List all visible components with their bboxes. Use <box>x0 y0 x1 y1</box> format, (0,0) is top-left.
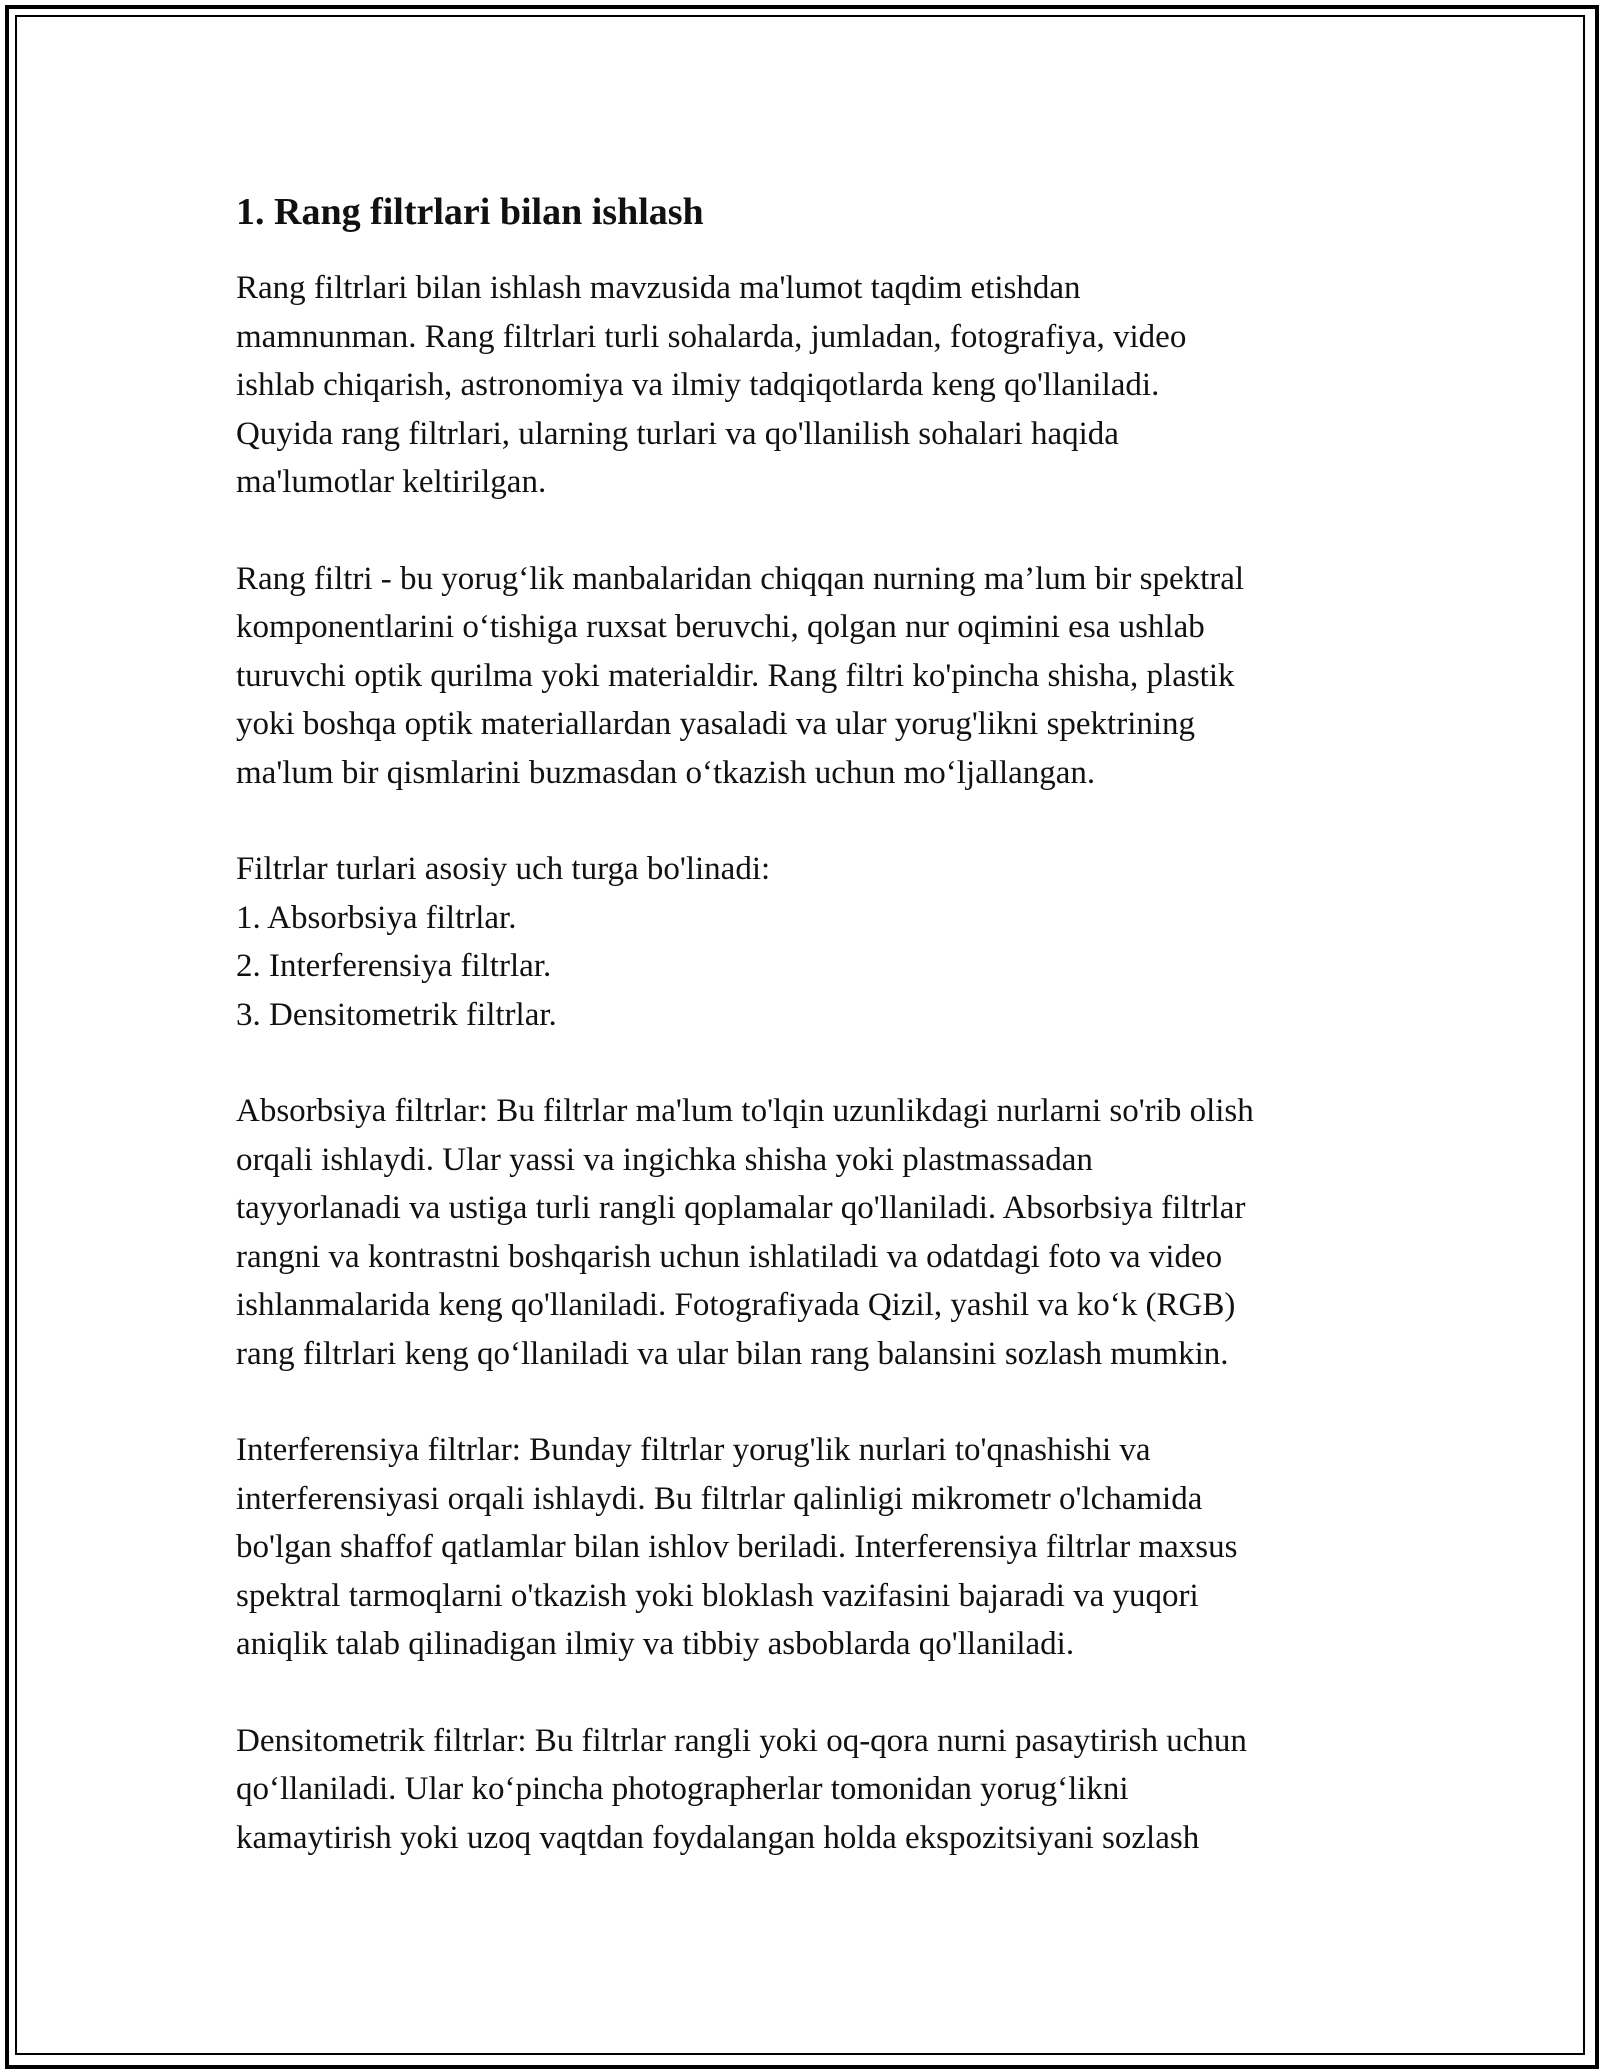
text-line: rangni va kontrastni boshqarish uchun ishlatiladi va odatdagi foto va video <box>236 1238 1223 1275</box>
text-line: ishlab chiqarish, astronomiya va ilmiy tadqiqotlarda keng qo'llaniladi. <box>236 367 1160 403</box>
text-line: interferensiyasi orqali ishlaydi. Bu filtrlar qalinligi mikrometr o'lchamida <box>236 1480 1203 1517</box>
paragraph-densitometric-filters <box>236 1717 1416 1863</box>
text-line: orqali ishlaydi. Ular yassi va ingichka shisha yoki plastmassadan <box>236 1141 1093 1178</box>
list-item: 3. Densitometrik filtrlar. <box>236 996 557 1033</box>
paragraph-absorption-filters <box>236 1087 1416 1378</box>
list-item: 2. Interferensiya filtrlar. <box>236 948 552 984</box>
text-line: yoki boshqa optik materiallardan yasaladi va ular yorug'likni spektrining <box>236 706 1196 742</box>
text-line: ma'lumotlar keltirilgan. <box>236 464 547 500</box>
text-line: bo'lgan shaffof qatlamlar bilan ishlov beriladi. Interferensiya filtrlar maxsus <box>236 1529 1238 1565</box>
text-line: turuvchi optik qurilma yoki materialdir. Rang filtri ko'pincha shisha, plastik <box>236 657 1235 694</box>
list-intro: Filtrlar turlari asosiy uch turga bo'linadi: <box>236 851 771 887</box>
paragraph-definition <box>236 555 1416 798</box>
text-line: Quyida rang filtrlari, ularning turlari va qo'llanilish sohalari haqida <box>236 415 1119 452</box>
text-line: rang filtrlari keng qo‘llaniladi va ular bilan rang balansini sozlash mumkin. <box>236 1335 1229 1372</box>
section-heading: 1. Rang filtrlari bilan ishlash <box>236 191 704 233</box>
paragraph-intro <box>236 264 1416 507</box>
text-line: Interferensiya filtrlar: Bunday filtrlar yorug'lik nurlari to'qnashishi va <box>236 1432 1151 1468</box>
text-line: komponentlarini o‘tishiga ruxsat beruvchi, qolgan nur oqimini esa ushlab <box>236 609 1205 645</box>
text-line: Densitometrik filtrlar: Bu filtrlar rangli yoki oq-qora nurni pasaytirish uchun <box>236 1722 1247 1759</box>
text-line: aniqlik talab qilinadigan ilmiy va tibbiy asboblarda qo'llaniladi. <box>236 1626 1075 1662</box>
text-line: tayyorlanadi va ustiga turli rangli qoplamalar qo'llaniladi. Absorbsiya filtrlar <box>236 1190 1246 1226</box>
paragraph-interference-filters <box>236 1426 1416 1669</box>
text-line: ishlanmalarida keng qo'llaniladi. Fotografiyada Qizil, yashil va ko‘k (RGB) <box>236 1287 1236 1323</box>
text-line: Absorbsiya filtrlar: Bu filtrlar ma'lum to'lqin uzunlikdagi nurlarni so'rib olish <box>236 1093 1254 1129</box>
text-line: Rang filtri - bu yorug‘lik manbalaridan chiqqan nurning ma’lum bir spektral <box>236 560 1245 597</box>
text-line: kamaytirish yoki uzoq vaqtdan foydalangan holda ekspozitsiyani sozlash <box>236 1819 1200 1856</box>
list-item: 1. Absorbsiya filtrlar. <box>236 899 517 936</box>
document-body <box>236 186 1416 1862</box>
text-line: mamnunman. Rang filtrlari turli sohalarda, jumladan, fotografiya, video <box>236 318 1187 355</box>
text-line: ma'lum bir qismlarini buzmasdan o‘tkazish uchun mo‘ljallangan. <box>236 754 1096 791</box>
text-line: Rang filtrlari bilan ishlash mavzusida ma'lumot taqdim etishdan <box>236 270 1081 306</box>
text-line: qo‘llaniladi. Ular ko‘pincha photographerlar tomonidan yorug‘likni <box>236 1771 1129 1807</box>
paragraph-filter-types-list <box>236 845 1416 1039</box>
text-line: spektral tarmoqlarni o'tkazish yoki bloklash vazifasini bajaradi va yuqori <box>236 1577 1199 1614</box>
